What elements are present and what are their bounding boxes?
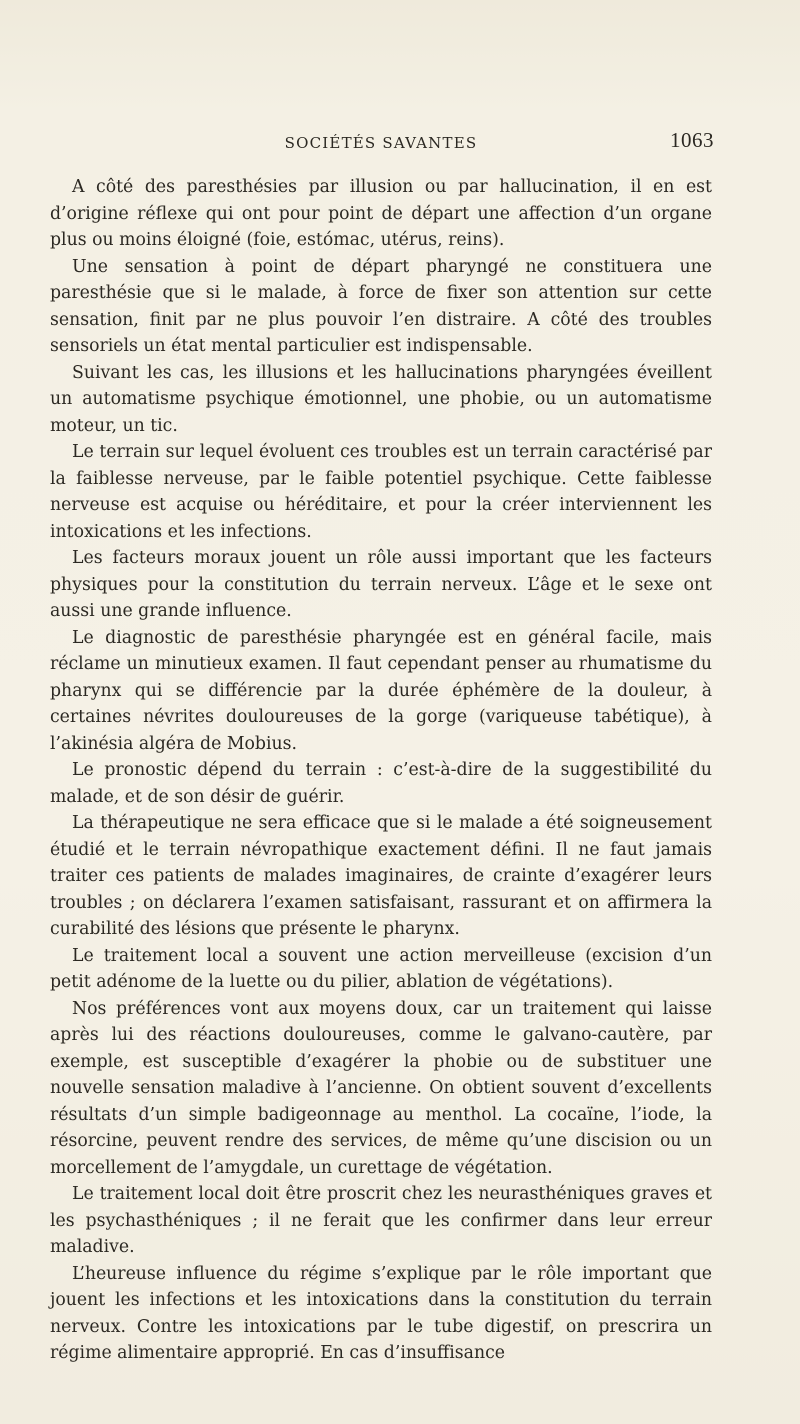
paragraph: La thérapeutique ne sera efficace que si le malade a été soigneusement étudié et le terrain névropathique exactement défini. Il ne faut jamais traiter ces patients de malades imaginaires, de crainte d’exagérer leurs troubles ; on déclarera l’examen satisfaisant, rassurant et on affirmera la curabilité des lésions que présente le pharynx. <box>50 813 712 939</box>
paragraph: Les facteurs moraux jouent un rôle aussi important que les facteurs physiques pour la constitution du terrain nerveux. L’âge et le sexe ont aussi une grande influence. <box>50 548 712 621</box>
paragraph: Le diagnostic de paresthésie pharyngée est en général facile, mais réclame un minutieux examen. Il faut cependant penser au rhumatisme du pharynx qui se différencie par la durée éphémère de la douleur, à certaines névrites douloureuses de la gorge (variqueuse tabétique), à l’akinésia algéra de Mobius. <box>50 627 712 754</box>
paragraph: Une sensation à point de départ pharyngé ne constituera une paresthésie que si le malade, à force de fixer son attention sur cette sensation, finit par ne plus pouvoir l’en distraire. A côté des troubles sensoriels un état mental particulier est indispensable. <box>50 256 712 356</box>
paragraph: A côté des paresthésies par illusion ou par hallucination, il en est d’origine réflexe qui ont pour point de départ une affection d’un organe plus ou moins éloigné (foie, estómac, utérus, reins). <box>50 177 712 250</box>
paragraph: Le traitement local a souvent une action merveilleuse (excision d’un petit adénome de la luette ou du pilier, ablation de végétations). <box>50 945 712 992</box>
paragraph: Nos préférences vont aux moyens doux, car un traitement qui laisse après lui des réactions douloureuses, comme le galvano-cautère, par exemple, est susceptible d’exagérer la phobie ou de substituer une nouvelle sensation maladive à l’ancienne. On obtient souvent d’excellents résultats d’un simple badigeonnage au menthol. La cocaïne, l’iode, la résorcine, peuvent rendre des services, de même qu’une discision ou un morcellement de l’amygdale, un curettage de végétation. <box>50 998 712 1178</box>
page-header <box>50 128 712 158</box>
paragraph: Le traitement local doit être proscrit chez les neurasthéniques graves et les psychasthéniques ; il ne ferait que les confirmer dans leur erreur maladive. <box>50 1184 712 1257</box>
paragraph: Le terrain sur lequel évoluent ces troubles est un terrain caractérisé par la faiblesse nerveuse, par le faible potentiel psychique. Cette faiblesse nerveuse est acquise ou héréditaire, et pour la créer interviennent les intoxications et les infections. <box>50 442 712 542</box>
paragraph: L’heureuse influence du régime s’explique par le rôle important que jouent les infections et les intoxications dans la constitution du terrain nerveux. Contre les intoxications par le tube digestif, on prescrira un régime alimentaire approprié. En cas d’insuffisance <box>50 1263 712 1363</box>
body-text <box>50 174 712 1367</box>
paragraph: Suivant les cas, les illusions et les hallucinations pharyngées éveillent un automatisme psychique émotionnel, une phobie, ou un automatisme moteur, un tic. <box>50 362 712 436</box>
paragraph: Le pronostic dépend du terrain : c’est-à-dire de la suggestibilité du malade, et de son désir de guérir. <box>50 760 712 807</box>
running-head: SOCIÉTÉS SAVANTES <box>284 134 478 152</box>
page-number: 1063 <box>670 128 714 152</box>
